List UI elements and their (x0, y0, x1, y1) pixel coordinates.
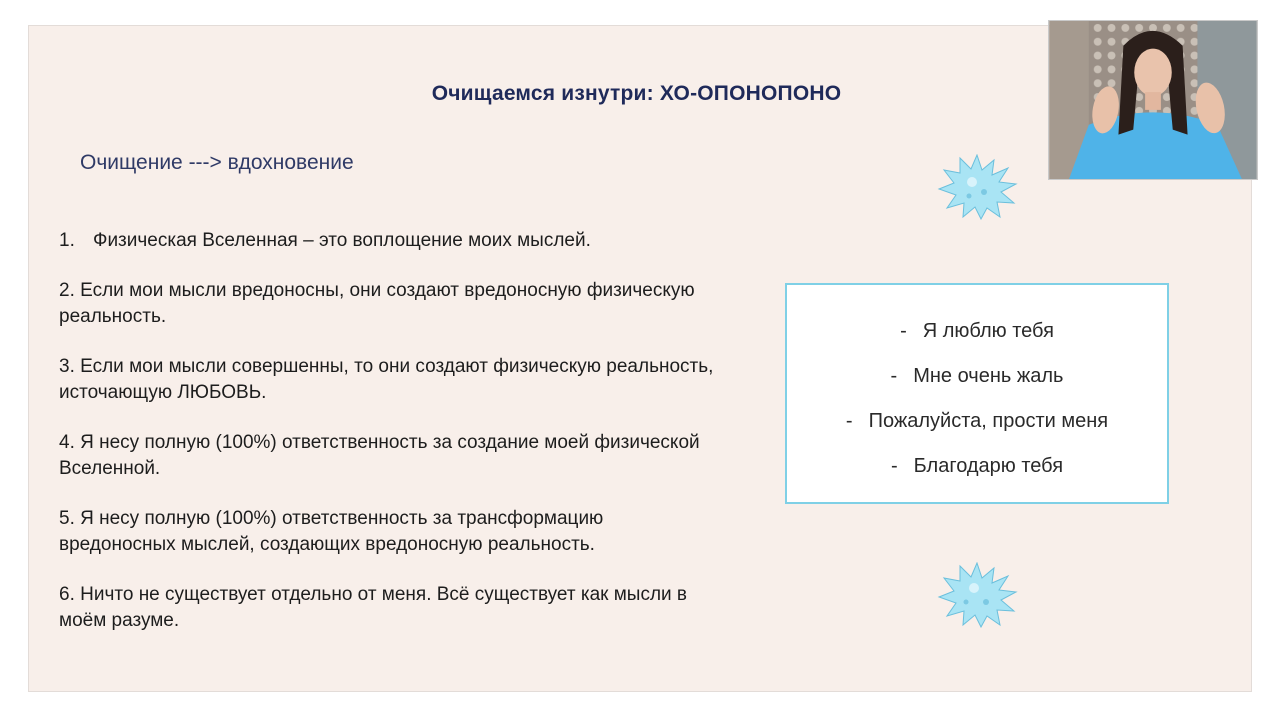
principle-text: Физическая Вселенная – это воплощение моих мыслей. (93, 230, 591, 251)
principle-text: 6. Ничто не существует отдельно от меня. Всё существует как мысли в моём разуме. (59, 584, 688, 631)
mantra-list (787, 285, 1167, 498)
webcam-video-overlay (1048, 20, 1258, 180)
principle-item (59, 582, 719, 634)
mantra-item (787, 318, 1167, 363)
mantra-bullet: - (890, 365, 898, 387)
snowflake-icon (936, 154, 1018, 220)
mantra-bullet: - (890, 455, 898, 477)
mantra-item (787, 408, 1167, 453)
slide-title: Очищаемся изнутри: ХО-ОПОНОПОНО (431, 82, 842, 105)
principle-text: 2. Если мои мысли вредоносны, они создают вредоносную физическую реальность. (59, 280, 695, 327)
mantra-text: Мне очень жаль (913, 365, 1064, 387)
principles-list (59, 228, 719, 658)
mantra-text: Благодарю тебя (913, 455, 1064, 477)
principle-item (59, 506, 719, 558)
principle-text: 3. Если мои мысли совершенны, то они создают физическую реальность, источающую ЛЮБОВЬ. (59, 356, 714, 403)
principle-item (59, 430, 719, 482)
principle-item (59, 278, 719, 330)
mantra-text: Я люблю тебя (922, 320, 1054, 342)
mantra-box (785, 283, 1169, 504)
snowflake-icon (936, 562, 1018, 628)
mantra-bullet: - (845, 410, 853, 432)
principle-text: 4. Я несу полную (100%) ответственность за создание моей физической Вселенной. (59, 432, 700, 479)
principle-number: 1. (59, 230, 75, 251)
slide-subtitle: Очищение ---> вдохновение (80, 151, 354, 174)
mantra-item (787, 363, 1167, 408)
principle-item (59, 354, 719, 406)
mantra-bullet: - (900, 320, 907, 342)
mantra-text: Пожалуйста, прости меня (868, 410, 1109, 432)
principle-item (59, 228, 719, 254)
principle-text: 5. Я несу полную (100%) ответственность за трансформацию вредоносных мыслей, создающих вредоносную реальность. (59, 508, 604, 555)
mantra-item (787, 453, 1167, 498)
